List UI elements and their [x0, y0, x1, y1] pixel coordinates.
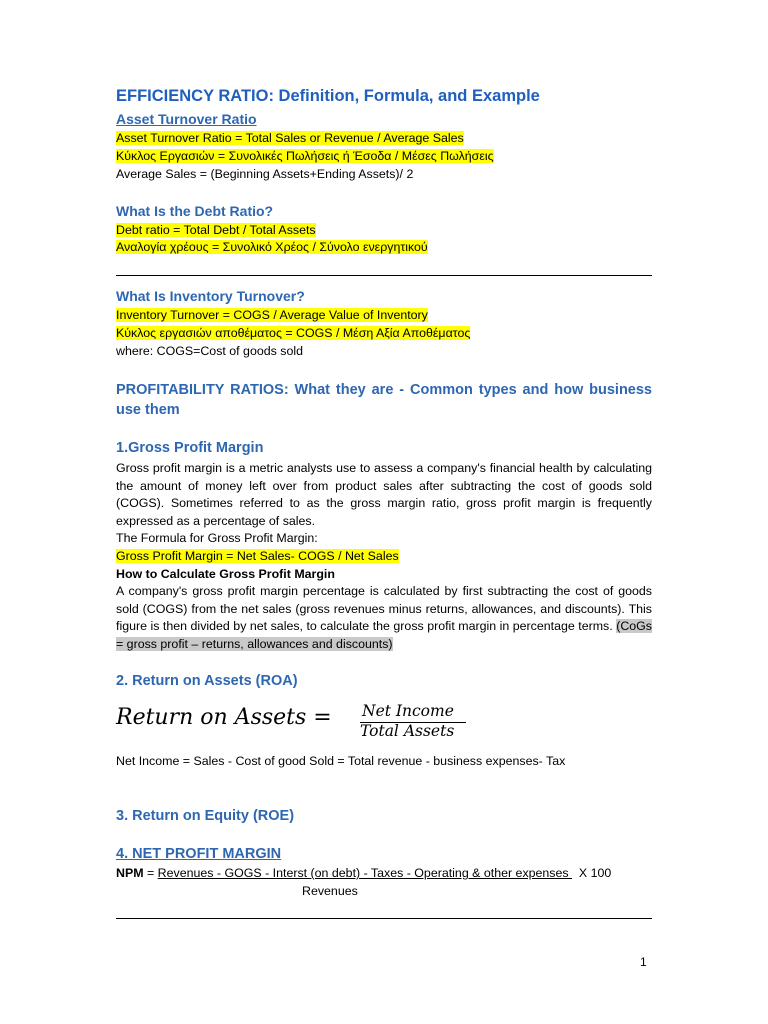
npm-times-100: X 100: [572, 866, 612, 880]
cogs-note: (CoGs = gross profit – returns, allowances and discounts): [116, 619, 652, 651]
page-number: 1: [640, 955, 647, 969]
inventory-formula: [116, 307, 428, 325]
debt-ratio-formula-greek-text: Αναλογία χρέους = Συνολικό Χρέος / Σύνολο ενεργητικού: [116, 240, 428, 254]
roa-formula-lhs: Return on Assets =: [116, 705, 332, 730]
npm-denominator: Revenues: [302, 884, 358, 898]
howto-paragraph: [116, 583, 652, 653]
npm-numerator: Revenues - GOGS - Interst (on debt) - Taxes - Operating & other expenses: [157, 866, 573, 880]
asset-turnover-formula-greek-text: Κύκλος Εργασιών = Συνολικές Πωλήσεις ή Έσοδα / Μέσες Πωλήσεις: [116, 149, 494, 163]
cogs-definition: where: COGS=Cost of goods sold: [116, 344, 303, 358]
roa-formula-denominator: Total Assets: [360, 722, 455, 740]
howto-heading: How to Calculate Gross Profit Margin: [116, 567, 335, 581]
debt-ratio-formula-text: Debt ratio = Total Debt / Total Assets: [116, 223, 316, 237]
gross-profit-paragraph: Gross profit margin is a metric analysts use to assess a company's financial health by calculating the amount of money left over from product sales after subtracting the cost of goods sold (COGS). Sometimes referred to as the gross margin ratio, gross profit margin is frequently expressed as a percentage of sales.: [116, 461, 652, 528]
asset-turnover-formula-text: Asset Turnover Ratio = Total Sales or Revenue / Average Sales: [116, 131, 464, 145]
npm-equals: =: [143, 866, 158, 880]
bottom-divider: [116, 918, 652, 919]
inventory-heading: What Is Inventory Turnover?: [116, 288, 305, 304]
debt-ratio-formula: [116, 222, 316, 240]
profitability-heading: PROFITABILITY RATIOS: What they are - Common types and how business use them: [116, 382, 652, 418]
asset-turnover-formula-greek: [116, 148, 494, 166]
npm-heading: 4. NET PROFIT MARGIN: [116, 846, 282, 862]
gross-profit-formula-text: Gross Profit Margin = Net Sales- COGS / Net Sales: [116, 549, 399, 563]
debt-ratio-formula-greek: [116, 239, 428, 257]
gross-profit-heading: 1.Gross Profit Margin: [116, 440, 264, 456]
inventory-formula-text: Inventory Turnover = COGS / Average Value of Inventory: [116, 308, 428, 322]
inventory-formula-greek: [116, 325, 470, 343]
asset-turnover-formula: [116, 130, 464, 148]
roe-heading: 3. Return on Equity (ROE): [116, 808, 295, 824]
inventory-formula-greek-text: Κύκλος εργασιών αποθέματος = COGS / Μέση Αξία Αποθέματος: [116, 326, 471, 340]
debt-ratio-heading: What Is the Debt Ratio?: [116, 203, 274, 219]
net-income-definition: Net Income = Sales - Cost of good Sold = Total revenue - business expenses- Tax: [116, 754, 566, 768]
npm-formula: [116, 865, 611, 883]
roa-heading: 2. Return on Assets (ROA): [116, 673, 298, 689]
section-divider: [116, 275, 652, 276]
gross-profit-formula: [116, 548, 399, 566]
average-sales-formula: Average Sales = (Beginning Assets+Ending Assets)/ 2: [116, 167, 414, 181]
howto-paragraph-text: A company's gross profit margin percentage is calculated by first subtracting the cost of goods sold (COGS) from the net sales (gross revenues minus returns, allowances, and discounts). This figure is then divided by net sales, to calculate the gross profit margin in percentage terms.: [116, 584, 652, 634]
roa-formula-numerator: Net Income: [362, 702, 454, 720]
asset-turnover-heading: Asset Turnover Ratio: [116, 111, 257, 127]
gross-profit-formula-intro: The Formula for Gross Profit Margin:: [116, 531, 318, 545]
npm-label: NPM: [116, 866, 144, 880]
document-title: EFFICIENCY RATIO: Definition, Formula, and Example: [116, 87, 540, 105]
